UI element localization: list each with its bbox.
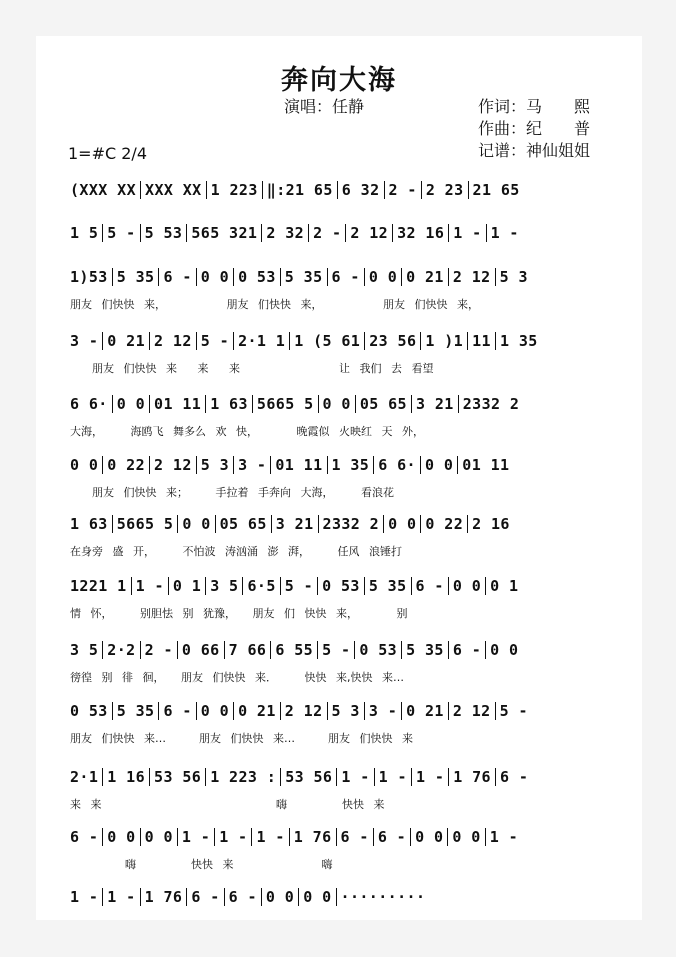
measure: 01 11 — [270, 456, 326, 474]
measure: 1 - — [131, 577, 168, 595]
measure: 2 12 — [149, 332, 196, 350]
measure: 0 21 — [401, 268, 448, 286]
measure: 0 21 — [233, 702, 280, 720]
measure: 1 16 — [102, 768, 149, 786]
measure: 2·1 — [70, 768, 99, 786]
measure: 0 0 — [112, 395, 149, 413]
measure: 1 63 — [70, 515, 108, 533]
lyric-row: 朋友 们快快 来… 朋友 们快快 来… 朋友 们快快 来 — [70, 732, 413, 745]
measure: 0 0 — [196, 702, 233, 720]
measure: 5 35 — [401, 641, 448, 659]
measure: 5 - — [495, 702, 532, 720]
measure: 2332 2 — [318, 515, 384, 533]
measure: 1 223 — [206, 181, 262, 199]
measure: 0 0 — [298, 888, 335, 906]
measure: 0 0 — [261, 888, 298, 906]
notation-row — [70, 332, 640, 350]
measure: 0 0 — [448, 577, 485, 595]
measure: 2332 2 — [458, 395, 524, 413]
measure: 3 5 — [70, 641, 99, 659]
measure: 1 - — [336, 768, 373, 786]
measure: 6 - — [224, 888, 261, 906]
lyric-row: 在身旁 盛 开， 不怕波 涛汹涌 澎 湃， 任风 浪锤打 — [70, 545, 402, 558]
measure: 5 3 — [196, 456, 233, 474]
measure: ········· — [336, 888, 430, 906]
score-sheet — [36, 36, 642, 920]
measure: 2 - — [384, 181, 421, 199]
measure: 53 56 — [149, 768, 205, 786]
notation-row — [70, 395, 640, 413]
measure: 0 53 — [354, 641, 401, 659]
lyric-row: 情 怀， 别胆怯 别 犹豫， 朋友 们 快快 来， 别 — [70, 607, 408, 620]
measure: 2 23 — [421, 181, 468, 199]
measure: 5 - — [196, 332, 233, 350]
measure: 5 - — [317, 641, 354, 659]
notation-row — [70, 515, 640, 533]
notation-row — [70, 888, 640, 906]
measure: 1 - — [486, 224, 523, 242]
measure: 0 0 — [410, 828, 447, 846]
measure: 2 32 — [261, 224, 308, 242]
measure: (XXX XX — [70, 181, 137, 199]
measure: 6 - — [411, 577, 448, 595]
measure: 5 35 — [364, 577, 411, 595]
measure: 1 - — [214, 828, 251, 846]
measure: 2 16 — [467, 515, 514, 533]
measure: 6 55 — [270, 641, 317, 659]
measure: 0 0 — [383, 515, 420, 533]
measure: 1 - — [251, 828, 288, 846]
measure: 5 3 — [495, 268, 532, 286]
measure: 3 21 — [411, 395, 458, 413]
measure: 1 223 : — [205, 768, 280, 786]
measure: 1 - — [411, 768, 448, 786]
measure: 1 - — [448, 224, 485, 242]
measure: 6 - — [158, 268, 195, 286]
measure: 5665 5 — [112, 515, 178, 533]
measure: 11 — [467, 332, 495, 350]
measure: 2 12 — [345, 224, 392, 242]
lyric-row: 嗨 快快 来 嗨 — [70, 858, 333, 871]
measure: 6·5 — [242, 577, 279, 595]
measure: 6 - — [70, 828, 99, 846]
measure: 5 3 — [327, 702, 364, 720]
measure: 0 0 — [318, 395, 355, 413]
measure: 5 - — [280, 577, 317, 595]
measure: 0 53 — [317, 577, 364, 595]
measure: 5 35 — [112, 268, 159, 286]
measure: 2 12 — [280, 702, 327, 720]
lyric-row: 朋友 们快快 来； 手拉着 手奔向 大海， 看浪花 — [70, 486, 394, 499]
composer-credit: 作曲：纪 普 — [478, 119, 591, 138]
measure: 21 65 — [468, 181, 524, 199]
measure: 2 - — [308, 224, 345, 242]
measure: 2 12 — [149, 456, 196, 474]
measure: 6 - — [327, 268, 364, 286]
measure: 32 16 — [392, 224, 448, 242]
measure: 05 65 — [355, 395, 411, 413]
measure: 1 76 — [140, 888, 187, 906]
measure: 6 6· — [373, 456, 420, 474]
measure: 1 - — [70, 888, 99, 906]
measure: 565 321 — [186, 224, 261, 242]
measure: 0 0 — [177, 515, 214, 533]
lyric-row: 徬徨 别 徘 徊， 朋友 们快快 来． 快快 来,快快 来… — [70, 671, 404, 684]
measure: 1 35 — [327, 456, 374, 474]
measure: 6 - — [186, 888, 223, 906]
measure: 1 63 — [205, 395, 252, 413]
measure: 5 - — [102, 224, 139, 242]
lyric-row: 朋友 们快快 来， 朋友 们快快 来， 朋友 们快快 来， — [70, 298, 479, 311]
measure: 3 - — [70, 332, 99, 350]
measure: 2 - — [140, 641, 177, 659]
measure: 0 22 — [420, 515, 467, 533]
notation-row — [70, 268, 640, 286]
measure: 1 (5 61 — [289, 332, 364, 350]
measure: 6 - — [158, 702, 195, 720]
measure: 6 - — [373, 828, 410, 846]
song-title: 奔向大海 — [281, 65, 397, 96]
measure: 05 65 — [215, 515, 271, 533]
measure: 2·2 — [102, 641, 139, 659]
measure: 7 66 — [224, 641, 271, 659]
measure: 6 - — [448, 641, 485, 659]
measure: 0 0 — [485, 641, 522, 659]
measure: 5 53 — [140, 224, 187, 242]
measure: 0 53 — [233, 268, 280, 286]
measure: 0 21 — [102, 332, 149, 350]
measure: 0 0 — [102, 828, 139, 846]
measure: 0 1 — [168, 577, 205, 595]
measure: 2·1 1 — [233, 332, 289, 350]
notation-row — [70, 456, 640, 474]
transcriber-credit: 记谱：神仙姐姐 — [478, 141, 591, 160]
measure: 6 - — [495, 768, 532, 786]
notation-row — [70, 641, 640, 659]
measure: 0 0 — [70, 456, 99, 474]
measure: 0 0 — [140, 828, 177, 846]
measure: 3 21 — [271, 515, 318, 533]
measure: 1221 1 — [70, 577, 127, 595]
measure: 1 35 — [495, 332, 542, 350]
measure: 1)53 — [70, 268, 108, 286]
measure: 1 76 — [448, 768, 495, 786]
measure: 5 35 — [112, 702, 159, 720]
measure: 6 6· — [70, 395, 108, 413]
measure: 1 )1 — [420, 332, 467, 350]
measure: 2 12 — [448, 702, 495, 720]
notation-row — [70, 181, 640, 199]
lyric-row: 朋友 们快快 来 来 来 让 我们 去 看望 — [70, 362, 434, 375]
measure: 5665 5 — [252, 395, 318, 413]
measure: 1 76 — [289, 828, 336, 846]
measure: 1 - — [374, 768, 411, 786]
notation-row — [70, 577, 640, 595]
measure: 3 - — [233, 456, 270, 474]
measure: 6 32 — [337, 181, 384, 199]
measure: 6 - — [336, 828, 373, 846]
measure: 0 22 — [102, 456, 149, 474]
measure: 3 5 — [205, 577, 242, 595]
measure: 1 - — [485, 828, 522, 846]
notation-row — [70, 768, 640, 786]
measure: 0 1 — [485, 577, 522, 595]
notation-row — [70, 702, 640, 720]
measure: 1 - — [177, 828, 214, 846]
measure: 53 56 — [280, 768, 336, 786]
measure: 0 0 — [420, 456, 457, 474]
key-signature: 1=#C 2/4 — [68, 144, 147, 163]
measure: 2 12 — [448, 268, 495, 286]
measure: 01 11 — [457, 456, 513, 474]
lyricist-credit: 作词：马 熙 — [478, 97, 591, 116]
singer-credit: 演唱：任静 — [284, 97, 365, 116]
measure: 5 35 — [280, 268, 327, 286]
measure: 0 53 — [70, 702, 108, 720]
notation-row — [70, 828, 640, 846]
lyric-row: 大海， 海鸥飞 舞多么 欢 快， 晚霞似 火映红 天 外， — [70, 425, 424, 438]
measure: 01 11 — [149, 395, 205, 413]
measure: 3 - — [364, 702, 401, 720]
measure: ‖:21 65 — [262, 181, 337, 199]
measure: 23 56 — [364, 332, 420, 350]
measure: 0 0 — [196, 268, 233, 286]
notation-row — [70, 224, 640, 242]
lyric-row: 来 来 嗨 快快 来 — [70, 798, 385, 811]
measure: 0 21 — [401, 702, 448, 720]
measure: 0 66 — [177, 641, 224, 659]
measure: 1 - — [102, 888, 139, 906]
measure: 0 0 — [447, 828, 484, 846]
measure: 0 0 — [364, 268, 401, 286]
measure: 1 5 — [70, 224, 99, 242]
measure: XXX XX — [140, 181, 206, 199]
